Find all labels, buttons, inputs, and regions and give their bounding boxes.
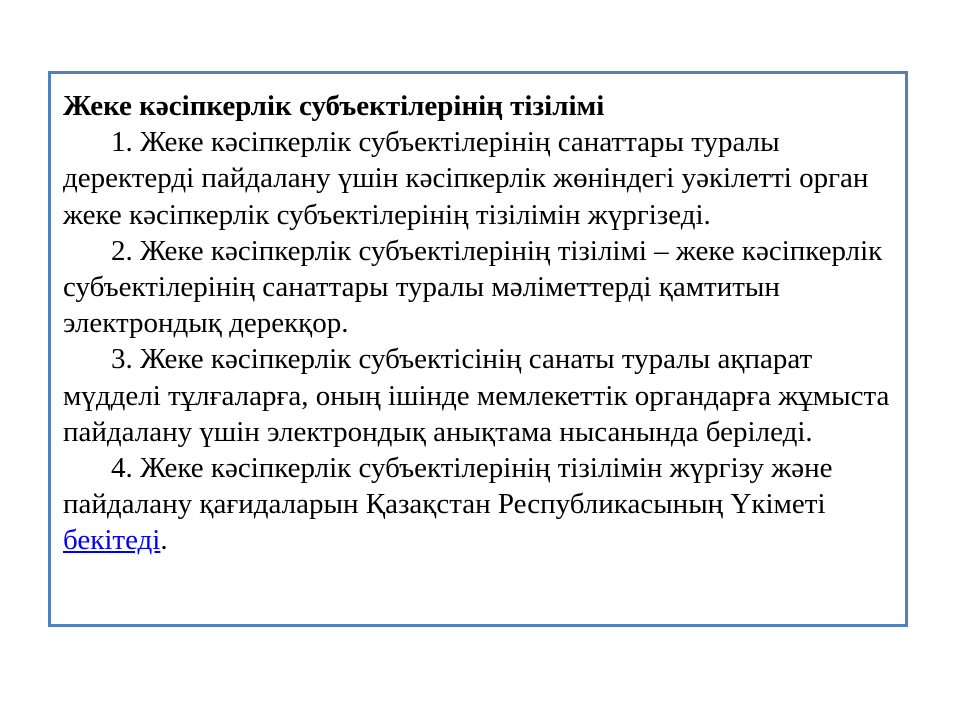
paragraph-1: 1. Жеке кәсіпкерлік субъектілерінің санаттары туралы деректерді пайдалану үшін кәсіпкерлік жөніндегі уәкілетті орган жеке кәсіпкерлік субъектілерінің тізілімін жүргізеді. [63,126,869,231]
text-box [48,71,908,627]
paragraph-4 [63,450,895,559]
paragraph-4-end: . [160,524,168,557]
approve-link[interactable]: бекітеді [63,524,161,557]
paragraph-2: 2. Жеке кәсіпкерлік субъектілерінің тізілімі – жеке кәсіпкерлік субъектілерінің санаттары туралы мәліметтерді қамтитын электрондық дерекқор. [63,234,883,340]
document-title: Жеке кәсіпкерлік субъектілерінің тізілімі [63,90,605,122]
paragraph-4-text: 4. Жеке кәсіпкерлік субъектілерінің тізілімін жүргізу және пайдалану қағидаларын Қазақстан Республикасының Үкіметі [63,452,833,521]
paragraph-3: 3. Жеке кәсіпкерлік субъектісінің санаты туралы ақпарат мүдделі тұлғаларға, оның ішінде мемлекеттік органдарға жұмыста пайдалану үшін электрондық анықтама нысанында беріледі. [63,343,890,448]
